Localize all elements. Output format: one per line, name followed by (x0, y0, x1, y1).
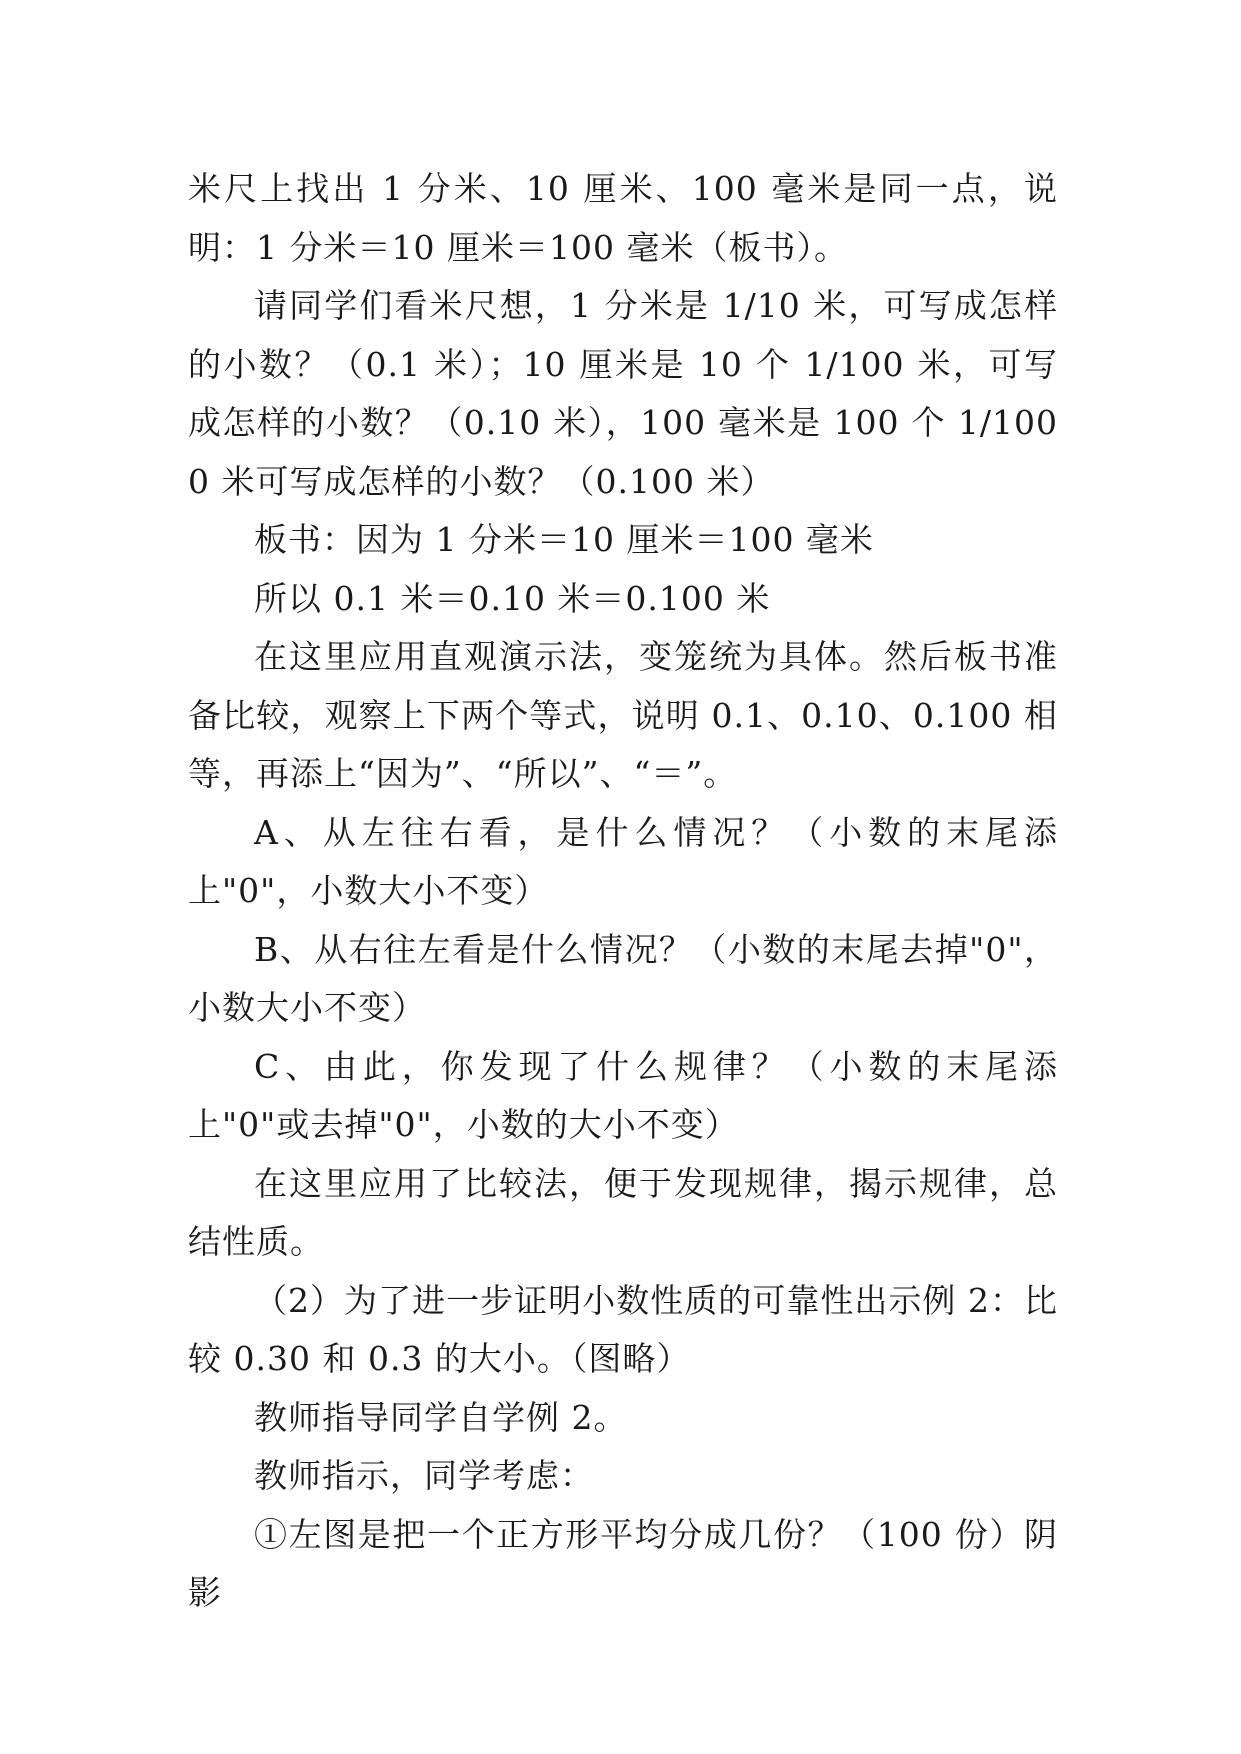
paragraph-10: （2）为了进一步证明小数性质的可靠性出示例 2：比较 0.30 和 0.3 的大小。（图略） (188, 1280, 1058, 1378)
paragraph-2: 请同学们看米尺想，1 分米是 1/10 米，可写成怎样的小数？（0.1 米）；10 厘米是 10 个 1/100 米，可写成怎样的小数？（0.10 米），100 毫米是 100 个 1/1000 米可写成怎样的小数？（0.100 米） (188, 286, 1058, 501)
paragraph-12: 教师指示，同学考虑： (254, 1456, 594, 1495)
body-text (188, 160, 1058, 1623)
paragraph-1: 米尺上找出 1 分米、10 厘米、100 毫米是同一点，说明：1 分米＝10 厘米＝100 毫米（板书）。 (188, 169, 1058, 267)
paragraph-4: 所以 0.1 米＝0.10 米＝0.100 米 (254, 578, 771, 618)
paragraph-8: C、由此，你发现了什么规律？（小数的末尾添上"0"或去掉"0"，小数的大小不变） (188, 1046, 1058, 1144)
paragraph-9: 在这里应用了比较法，便于发现规律，揭示规律，总结性质。 (188, 1163, 1058, 1261)
paragraph-6: A、从左往右看，是什么情况？（小数的末尾添上"0"，小数大小不变） (188, 812, 1058, 910)
paragraph-7: B、从右往左看是什么情况？（小数的末尾去掉"0"，小数大小不变） (188, 929, 1058, 1027)
paragraph-13: ①左图是把一个正方形平均分成几份？（100 份）阴影 (188, 1514, 1058, 1612)
paragraph-3: 板书：因为 1 分米＝10 厘米＝100 毫米 (254, 520, 874, 559)
paragraph-11: 教师指导同学自学例 2。 (254, 1397, 628, 1437)
paragraph-5: 在这里应用直观演示法，变笼统为具体。然后板书准备比较，观察上下两个等式，说明 0.1、0.10、0.100 相等，再添上“因为”、“所以”、“＝”。 (188, 637, 1058, 793)
